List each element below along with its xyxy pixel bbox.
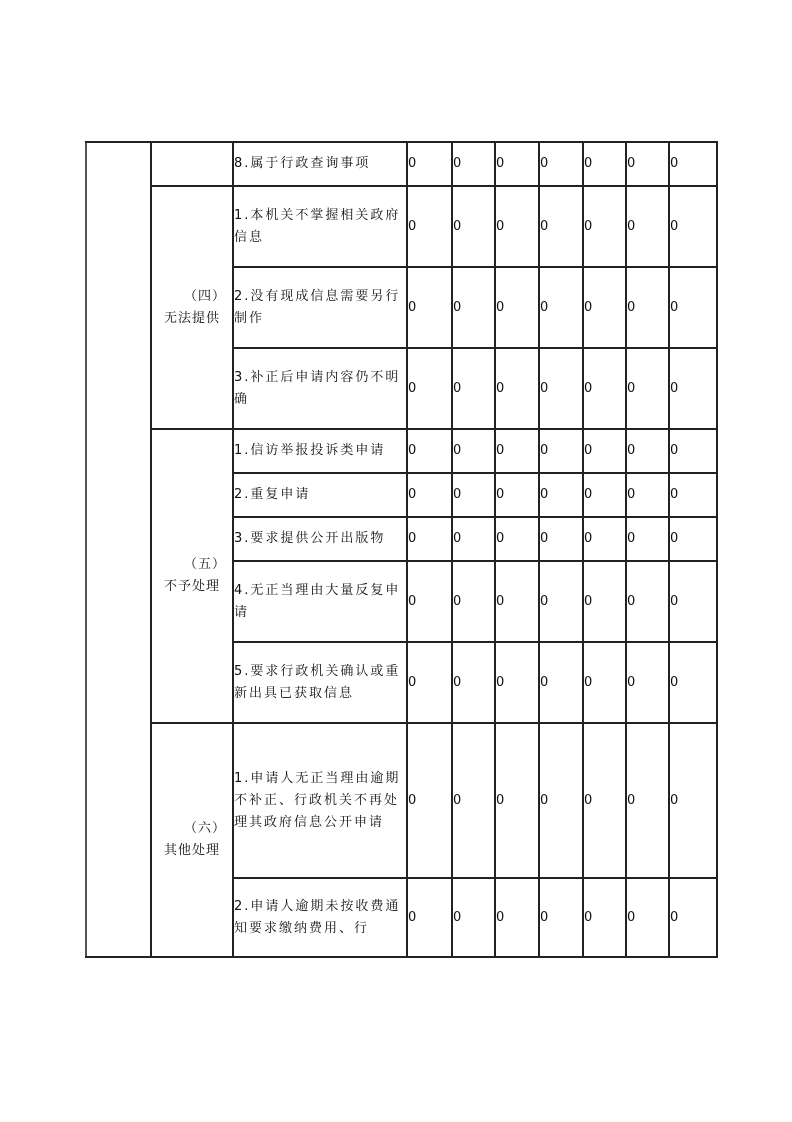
value-cell: 0 bbox=[495, 642, 539, 723]
group-label: 其他处理 bbox=[163, 843, 220, 858]
group-label: 不予处理 bbox=[163, 579, 220, 594]
row-label: 2.重复申请 bbox=[233, 473, 407, 517]
value-cell: 0 bbox=[452, 267, 495, 348]
value-cell: 0 bbox=[583, 561, 626, 642]
value-cell: 0 bbox=[495, 142, 539, 186]
group-cell-not-processed bbox=[151, 429, 233, 723]
value-cell: 0 bbox=[495, 186, 539, 267]
value-cell: 0 bbox=[583, 878, 626, 957]
row-label: 5.要求行政机关确认或重新出具已获取信息 bbox=[233, 642, 407, 723]
row-label: 3.补正后申请内容仍不明确 bbox=[233, 348, 407, 429]
group-cell-continued bbox=[151, 142, 233, 186]
table-row bbox=[86, 186, 717, 267]
value-cell: 0 bbox=[539, 186, 583, 267]
value-cell: 0 bbox=[669, 878, 717, 957]
value-cell: 0 bbox=[583, 473, 626, 517]
value-cell: 0 bbox=[452, 348, 495, 429]
value-cell: 0 bbox=[626, 723, 669, 878]
value-cell: 0 bbox=[452, 723, 495, 878]
value-cell: 0 bbox=[495, 473, 539, 517]
value-cell: 0 bbox=[452, 429, 495, 473]
value-cell: 0 bbox=[626, 642, 669, 723]
value-cell: 0 bbox=[452, 473, 495, 517]
value-cell: 0 bbox=[407, 561, 452, 642]
value-cell: 0 bbox=[407, 267, 452, 348]
value-cell: 0 bbox=[407, 186, 452, 267]
row-label: 1.申请人无正当理由逾期不补正、行政机关不再处理其政府信息公开申请 bbox=[233, 723, 407, 878]
row-label: 3.要求提供公开出版物 bbox=[233, 517, 407, 561]
value-cell: 0 bbox=[539, 878, 583, 957]
value-cell: 0 bbox=[626, 429, 669, 473]
value-cell: 0 bbox=[452, 561, 495, 642]
value-cell: 0 bbox=[452, 878, 495, 957]
value-cell: 0 bbox=[407, 642, 452, 723]
value-cell: 0 bbox=[669, 348, 717, 429]
row-label: 1.本机关不掌握相关政府信息 bbox=[233, 186, 407, 267]
row-label: 1.信访举报投诉类申请 bbox=[233, 429, 407, 473]
value-cell: 0 bbox=[495, 878, 539, 957]
value-cell: 0 bbox=[626, 517, 669, 561]
row-label: 2.没有现成信息需要另行制作 bbox=[233, 267, 407, 348]
table-row bbox=[86, 429, 717, 473]
value-cell: 0 bbox=[669, 561, 717, 642]
value-cell: 0 bbox=[452, 642, 495, 723]
value-cell: 0 bbox=[583, 348, 626, 429]
value-cell: 0 bbox=[669, 142, 717, 186]
group-number: （五） bbox=[183, 557, 226, 572]
value-cell: 0 bbox=[539, 561, 583, 642]
value-cell: 0 bbox=[407, 429, 452, 473]
value-cell: 0 bbox=[626, 561, 669, 642]
value-cell: 0 bbox=[626, 186, 669, 267]
row-label: 4.无正当理由大量反复申请 bbox=[233, 561, 407, 642]
value-cell: 0 bbox=[626, 267, 669, 348]
value-cell: 0 bbox=[407, 348, 452, 429]
table-row bbox=[86, 723, 717, 878]
value-cell: 0 bbox=[583, 267, 626, 348]
row-label: 2.申请人逾期未按收费通知要求缴纳费用、行 bbox=[233, 878, 407, 957]
value-cell: 0 bbox=[626, 348, 669, 429]
row-label: 8.属于行政查询事项 bbox=[233, 142, 407, 186]
value-cell: 0 bbox=[583, 517, 626, 561]
value-cell: 0 bbox=[495, 348, 539, 429]
value-cell: 0 bbox=[539, 267, 583, 348]
value-cell: 0 bbox=[495, 561, 539, 642]
value-cell: 0 bbox=[669, 186, 717, 267]
value-cell: 0 bbox=[407, 517, 452, 561]
value-cell: 0 bbox=[407, 473, 452, 517]
value-cell: 0 bbox=[626, 473, 669, 517]
value-cell: 0 bbox=[452, 186, 495, 267]
value-cell: 0 bbox=[495, 267, 539, 348]
value-cell: 0 bbox=[539, 348, 583, 429]
value-cell: 0 bbox=[452, 142, 495, 186]
value-cell: 0 bbox=[407, 723, 452, 878]
group-cell-other-processing bbox=[151, 723, 233, 957]
value-cell: 0 bbox=[539, 473, 583, 517]
value-cell: 0 bbox=[583, 723, 626, 878]
value-cell: 0 bbox=[583, 142, 626, 186]
value-cell: 0 bbox=[626, 142, 669, 186]
value-cell: 0 bbox=[669, 723, 717, 878]
value-cell: 0 bbox=[669, 473, 717, 517]
value-cell: 0 bbox=[495, 723, 539, 878]
value-cell: 0 bbox=[669, 267, 717, 348]
value-cell: 0 bbox=[539, 642, 583, 723]
value-cell: 0 bbox=[669, 429, 717, 473]
disposition-table bbox=[85, 141, 718, 958]
value-cell: 0 bbox=[626, 878, 669, 957]
value-cell: 0 bbox=[539, 142, 583, 186]
group-label: 无法提供 bbox=[163, 310, 220, 326]
value-cell: 0 bbox=[495, 429, 539, 473]
value-cell: 0 bbox=[539, 429, 583, 473]
group-number: （六） bbox=[183, 821, 226, 836]
value-cell: 0 bbox=[495, 517, 539, 561]
table-row bbox=[86, 142, 717, 186]
outer-category-cell bbox=[86, 142, 151, 957]
value-cell: 0 bbox=[583, 186, 626, 267]
value-cell: 0 bbox=[452, 517, 495, 561]
value-cell: 0 bbox=[583, 429, 626, 473]
value-cell: 0 bbox=[583, 642, 626, 723]
group-number: （四） bbox=[183, 288, 226, 304]
group-cell-unable-to-provide bbox=[151, 186, 233, 429]
value-cell: 0 bbox=[539, 723, 583, 878]
value-cell: 0 bbox=[407, 142, 452, 186]
value-cell: 0 bbox=[669, 517, 717, 561]
value-cell: 0 bbox=[407, 878, 452, 957]
value-cell: 0 bbox=[539, 517, 583, 561]
value-cell: 0 bbox=[669, 642, 717, 723]
